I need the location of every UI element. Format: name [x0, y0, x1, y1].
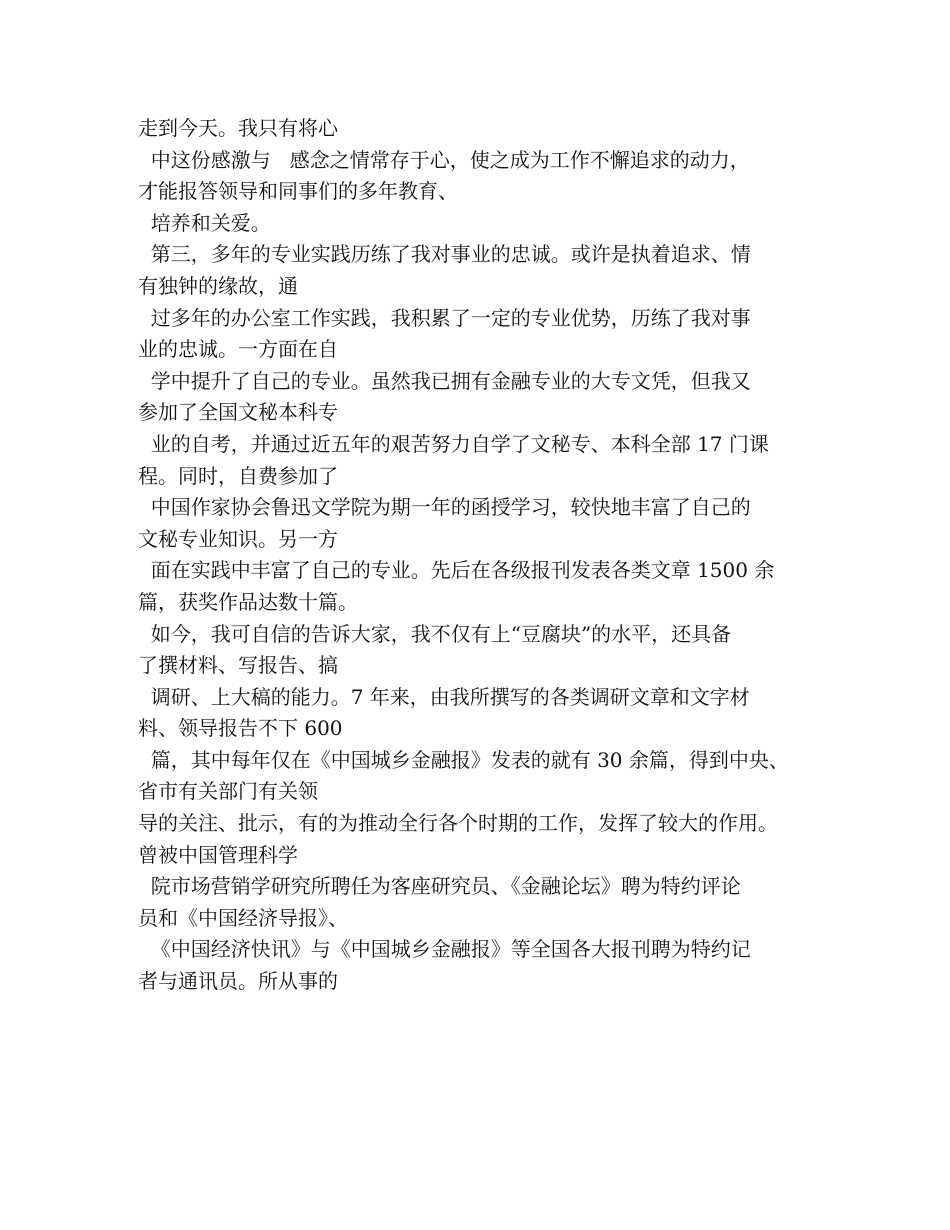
text-line: 者与通讯员。所从事的: [138, 969, 338, 994]
text-line: 《中国经济快讯》与《中国城乡金融报》等全国各大报刊聘为特约记: [138, 937, 751, 962]
text-line: 学中提升了自己的专业。虽然我已拥有金融专业的大专文凭，但我又: [138, 368, 751, 393]
text-line: 中国作家协会鲁迅文学院为期一年的函授学习，较快地丰富了自己的: [138, 495, 751, 520]
document-body: [138, 113, 838, 998]
text-line: 走到今天。我只有将心: [138, 116, 338, 140]
text-line: 院市场营销学研究所聘任为客座研究员、《金融论坛》聘为特约评论: [138, 874, 741, 899]
text-line: 省市有关部门有关领: [138, 779, 318, 804]
text-line: 导的关注、批示，有的为推动全行各个时期的工作，发挥了较大的作用。: [138, 811, 778, 836]
text-line: 面在实践中丰富了自己的专业。先后在各级报刊发表各类文章 1500 余: [138, 558, 775, 583]
text-line: 员和《中国经济导报》、: [138, 905, 348, 930]
text-line: 调研、上大稿的能力。7 年来，由我所撰写的各类调研文章和文字材: [138, 684, 750, 709]
text-line: 文秘专业知识。另一方: [138, 526, 338, 551]
text-line: 第三，多年的专业实践历练了我对事业的忠诚。或许是执着追求、情: [138, 242, 751, 267]
text-line: 篇，获奖作品达数十篇。: [138, 589, 358, 614]
text-line: 过多年的办公室工作实践，我积累了一定的专业优势，历练了我对事: [138, 305, 751, 330]
text-line: 如今，我可自信的告诉大家，我不仅有上“豆腐块”的水平，还具备: [138, 621, 732, 646]
text-line: 中这份感激与 感念之情常存于心，使之成为工作不懈追求的动力，: [138, 147, 750, 172]
text-line: 篇，其中每年仅在《中国城乡金融报》发表的就有 30 余篇，得到中央、: [138, 747, 789, 772]
text-line: 程。同时，自费参加了: [138, 463, 338, 488]
text-line: 业的自考，并通过近五年的艰苦努力自学了文秘专、本科全部 17 门课: [138, 431, 769, 456]
text-line: 业的忠诚。一方面在自: [138, 337, 338, 362]
text-line: 料、领导报告不下 600: [138, 716, 343, 741]
text-line: 曾被中国管理科学: [138, 842, 298, 867]
text-line: 才能报答领导和同事们的多年教育、: [138, 179, 458, 204]
text-line: 了撰材料、写报告、搞: [138, 653, 338, 678]
text-line: 有独钟的缘故，通: [138, 273, 298, 298]
text-line: 参加了全国文秘本科专: [138, 400, 338, 425]
text-line: 培养和关爱。: [138, 210, 271, 235]
